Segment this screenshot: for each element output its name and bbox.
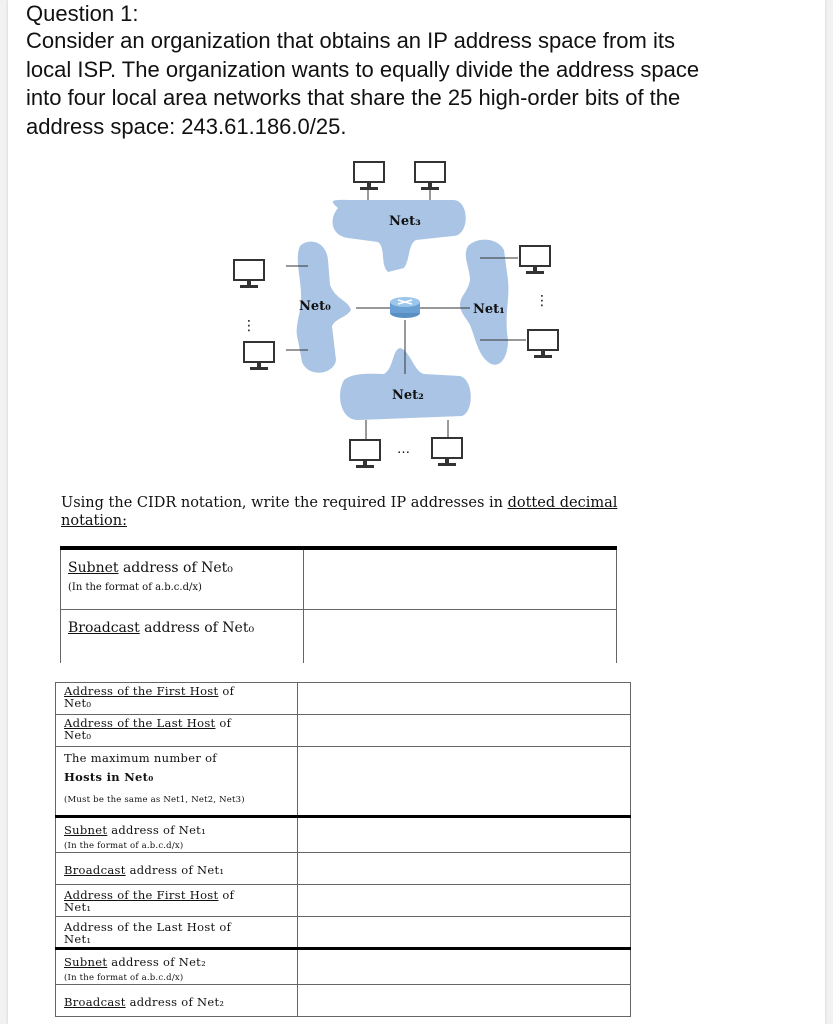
answer-cell[interactable] (298, 949, 631, 985)
answer-cell[interactable] (298, 715, 631, 747)
instruction-part: notation: (61, 513, 127, 529)
net1-label: Net₁ (473, 302, 505, 317)
table-row (56, 683, 631, 715)
computer-icon (350, 440, 380, 468)
answer-table-2 (55, 682, 631, 1017)
table-row (56, 715, 631, 747)
question-title: Question 1: (26, 1, 139, 26)
row-label: Address of the First Host of Net₀ (56, 683, 298, 715)
network-diagram (208, 150, 568, 470)
question-line: Consider an organization that obtains an IP address space from its (26, 28, 675, 53)
vertical-ellipsis: ⋮ (535, 293, 549, 309)
vertical-ellipsis: ⋮ (242, 318, 256, 334)
question-text (26, 27, 786, 141)
question-line: address space: 243.61.186.0/25. (26, 113, 347, 139)
net2-label: Net₂ (392, 388, 424, 403)
row-label: Broadcast address of Net₀ (61, 610, 304, 664)
router-icon (390, 297, 420, 318)
table-row (61, 610, 617, 664)
answer-cell[interactable] (298, 683, 631, 715)
computer-icon (244, 342, 274, 370)
table-row (56, 747, 631, 817)
instruction-underlined: dotted decimal (507, 495, 618, 511)
table-row (61, 548, 617, 610)
horizontal-ellipsis: … (397, 442, 410, 457)
instruction-part: Using the CIDR notation, write the required IP addresses in (61, 495, 508, 511)
computer-icon (234, 260, 264, 288)
net3-region (333, 200, 466, 272)
row-label: Address of the Last Host of Net₀ (56, 715, 298, 747)
table-row (56, 949, 631, 985)
computer-icon (354, 162, 384, 190)
computer-icon (528, 330, 558, 358)
question-line: local ISP. The organization wants to equally divide the address space (26, 56, 700, 82)
table-row (56, 985, 631, 1017)
row-label: Subnet address of Net₁ (In the format of a.b.c.d/x) (56, 817, 298, 853)
row-label: Broadcast address of Net₁ (56, 853, 298, 885)
table-row (56, 885, 631, 917)
answer-cell[interactable] (298, 747, 631, 817)
row-label: The maximum number of Hosts in Net₀ (Must be the same as Net1, Net2, Net3) (56, 747, 298, 817)
answer-cell[interactable] (304, 548, 617, 610)
document-page (8, 0, 825, 1024)
answer-cell[interactable] (298, 853, 631, 885)
net3-label: Net₃ (389, 214, 421, 229)
table-row (56, 917, 631, 949)
instruction-text (61, 494, 661, 530)
answer-cell[interactable] (304, 610, 617, 664)
row-label: Subnet address of Net₂ (In the format of a.b.c.d/x) (56, 949, 298, 985)
answer-cell[interactable] (298, 985, 631, 1017)
question-line: into four local area networks that share the 25 high-order bits of the (26, 85, 681, 110)
computer-icon (415, 162, 445, 190)
row-label: Broadcast address of Net₂ (56, 985, 298, 1017)
answer-table-1 (60, 546, 617, 663)
answer-cell[interactable] (298, 917, 631, 949)
table-row (56, 817, 631, 853)
net0-label: Net₀ (299, 299, 331, 314)
row-label: Subnet address of Net₀ (In the format of a.b.c.d/x) (61, 548, 304, 610)
table-row (56, 853, 631, 885)
computer-icon (520, 246, 550, 274)
row-label: Address of the Last Host of Net₁ (56, 917, 298, 949)
answer-cell[interactable] (298, 885, 631, 917)
computer-icon (432, 438, 462, 466)
answer-cell[interactable] (298, 817, 631, 853)
row-label: Address of the First Host of Net₁ (56, 885, 298, 917)
